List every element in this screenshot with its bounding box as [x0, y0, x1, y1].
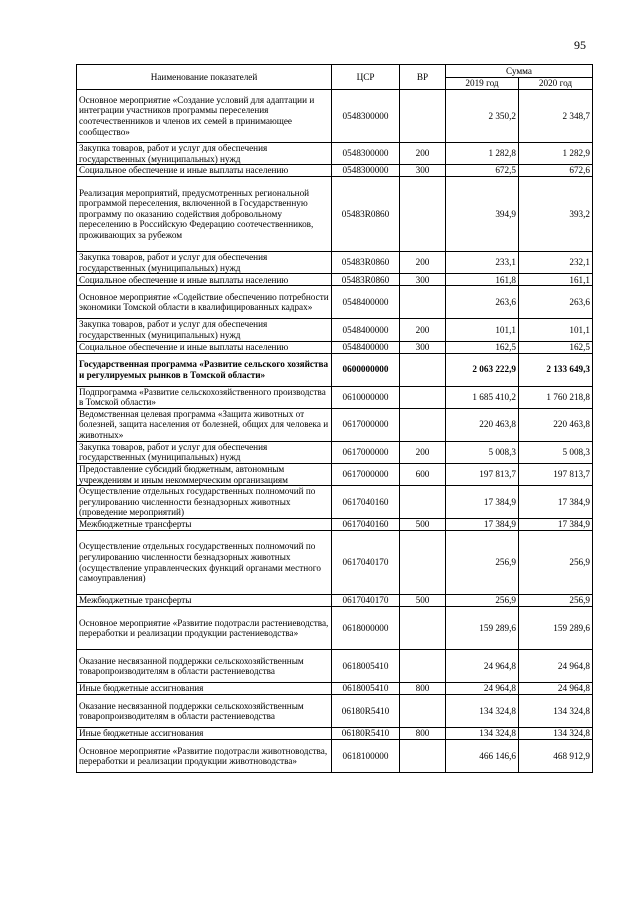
row-name: Ведомственная целевая программа «Защита животных от болезней, защита населения от болезней, общих для человека и животных» — [77, 408, 332, 441]
row-sum-2020: 672,6 — [519, 165, 593, 177]
row-sum-2020: 256,9 — [519, 595, 593, 607]
row-name: Межбюджетные трансферты — [77, 595, 332, 607]
row-sum-2020: 24 964,8 — [519, 650, 593, 683]
table-row — [77, 650, 593, 683]
table-row — [77, 143, 593, 165]
row-code: 05483R0860 — [332, 274, 400, 286]
row-name: Оказание несвязанной поддержки сельскохозяйственным товаропроизводителям в области растениеводства — [77, 695, 332, 728]
row-sum-2019: 466 146,6 — [446, 740, 519, 773]
row-sum-2019: 134 324,8 — [446, 695, 519, 728]
row-sum-2019: 101,1 — [446, 319, 519, 341]
row-sum-2019: 256,9 — [446, 595, 519, 607]
row-vr — [400, 386, 446, 408]
row-name: Предоставление субсидий бюджетным, автономным учреждениям и иным некоммерческим организациям — [77, 463, 332, 485]
row-name: Закупка товаров, работ и услуг для обеспечения государственных (муниципальных) нужд — [77, 143, 332, 165]
row-sum-2019: 24 964,8 — [446, 650, 519, 683]
row-vr: 200 — [400, 252, 446, 274]
row-name: Реализация мероприятий, предусмотренных региональной программой переселения, включенной в Государственную программу по оказанию содействия добровольному переселению в Российскую Федерацию соотечественников, проживающих за рубежом — [77, 177, 332, 252]
row-name: Основное мероприятие «Развитие подотрасли растениеводства, переработки и реализации продукции растениеводства» — [77, 607, 332, 650]
row-code: 0617040160 — [332, 486, 400, 519]
table-row — [77, 386, 593, 408]
row-sum-2019: 1 282,8 — [446, 143, 519, 165]
row-sum-2020: 101,1 — [519, 319, 593, 341]
row-code: 0617040170 — [332, 595, 400, 607]
header-year-2019: 2019 год — [446, 78, 519, 90]
row-sum-2020: 159 289,6 — [519, 607, 593, 650]
page-number: 95 — [574, 38, 586, 52]
table-row — [77, 286, 593, 319]
row-sum-2020: 24 964,8 — [519, 683, 593, 695]
row-code: 0617000000 — [332, 463, 400, 485]
row-sum-2019: 24 964,8 — [446, 683, 519, 695]
table-row — [77, 607, 593, 650]
table-row — [77, 341, 593, 353]
row-sum-2019: 17 384,9 — [446, 486, 519, 519]
row-sum-2019: 159 289,6 — [446, 607, 519, 650]
table-row — [77, 740, 593, 773]
row-sum-2019: 220 463,8 — [446, 408, 519, 441]
row-vr — [400, 90, 446, 143]
table-row — [77, 319, 593, 341]
row-code: 0548400000 — [332, 286, 400, 319]
row-sum-2020: 1 760 218,8 — [519, 386, 593, 408]
row-vr: 200 — [400, 143, 446, 165]
row-vr — [400, 177, 446, 252]
row-code: 0548300000 — [332, 143, 400, 165]
row-name: Основное мероприятие «Создание условий для адаптации и интеграции участников программы переселения соотечественников и членов их семей в принимающее сообщество» — [77, 90, 332, 143]
row-name: Социальное обеспечение и иные выплаты населению — [77, 341, 332, 353]
table-row — [77, 695, 593, 728]
row-sum-2020: 17 384,9 — [519, 519, 593, 531]
header-vr: ВР — [400, 65, 446, 90]
row-sum-2020: 263,6 — [519, 286, 593, 319]
row-vr — [400, 408, 446, 441]
row-sum-2019: 17 384,9 — [446, 519, 519, 531]
table-row — [77, 728, 593, 740]
row-code: 0618100000 — [332, 740, 400, 773]
row-code: 0617000000 — [332, 408, 400, 441]
table-row — [77, 441, 593, 463]
row-sum-2019: 197 813,7 — [446, 463, 519, 485]
row-sum-2019: 2 350,2 — [446, 90, 519, 143]
table-row — [77, 165, 593, 177]
row-name: Социальное обеспечение и иные выплаты населению — [77, 165, 332, 177]
table-row — [77, 463, 593, 485]
row-vr: 800 — [400, 728, 446, 740]
row-sum-2019: 263,6 — [446, 286, 519, 319]
row-sum-2020: 197 813,7 — [519, 463, 593, 485]
row-name: Закупка товаров, работ и услуг для обеспечения государственных (муниципальных) нужд — [77, 252, 332, 274]
row-name: Подпрограмма «Развитие сельскохозяйственного производства в Томской области» — [77, 386, 332, 408]
row-code: 05483R0860 — [332, 252, 400, 274]
row-sum-2020: 393,2 — [519, 177, 593, 252]
header-sum: Сумма — [446, 65, 593, 78]
row-vr: 300 — [400, 274, 446, 286]
row-code: 0617000000 — [332, 441, 400, 463]
row-sum-2020: 134 324,8 — [519, 728, 593, 740]
row-vr — [400, 486, 446, 519]
header-name: Наименование показателей — [77, 65, 332, 90]
row-code: 0617040170 — [332, 531, 400, 595]
row-sum-2020: 232,1 — [519, 252, 593, 274]
table-row — [77, 274, 593, 286]
row-sum-2020: 2 348,7 — [519, 90, 593, 143]
table-row — [77, 353, 593, 386]
row-vr — [400, 286, 446, 319]
row-sum-2020: 134 324,8 — [519, 695, 593, 728]
table-row — [77, 683, 593, 695]
header-code: ЦСР — [332, 65, 400, 90]
table-row — [77, 531, 593, 595]
row-code: 06180R5410 — [332, 728, 400, 740]
row-vr: 800 — [400, 683, 446, 695]
row-vr — [400, 607, 446, 650]
row-vr — [400, 740, 446, 773]
table-row — [77, 90, 593, 143]
row-sum-2019: 134 324,8 — [446, 728, 519, 740]
row-code: 0548300000 — [332, 90, 400, 143]
row-sum-2019: 5 008,3 — [446, 441, 519, 463]
table-row — [77, 519, 593, 531]
table-row — [77, 408, 593, 441]
row-sum-2019: 256,9 — [446, 531, 519, 595]
header-year-2020: 2020 год — [519, 78, 593, 90]
row-code: 05483R0860 — [332, 177, 400, 252]
row-sum-2020: 2 133 649,3 — [519, 353, 593, 386]
row-name: Осуществление отдельных государственных полномочий по регулированию численности безнадзорных животных (проведение мероприятий) — [77, 486, 332, 519]
row-sum-2019: 394,9 — [446, 177, 519, 252]
row-vr — [400, 695, 446, 728]
row-vr: 500 — [400, 595, 446, 607]
row-code: 06180R5410 — [332, 695, 400, 728]
row-sum-2020: 220 463,8 — [519, 408, 593, 441]
row-vr — [400, 531, 446, 595]
row-code: 0600000000 — [332, 353, 400, 386]
row-sum-2020: 1 282,9 — [519, 143, 593, 165]
row-vr: 500 — [400, 519, 446, 531]
row-sum-2020: 162,5 — [519, 341, 593, 353]
row-name: Осуществление отдельных государственных полномочий по регулированию численности безнадзорных животных (осуществление управленческих функций органами местного самоуправления) — [77, 531, 332, 595]
row-vr: 300 — [400, 165, 446, 177]
row-sum-2020: 161,1 — [519, 274, 593, 286]
row-name: Иные бюджетные ассигнования — [77, 683, 332, 695]
row-vr — [400, 353, 446, 386]
row-code: 0548400000 — [332, 341, 400, 353]
row-sum-2019: 672,5 — [446, 165, 519, 177]
row-code: 0548300000 — [332, 165, 400, 177]
row-sum-2020: 17 384,9 — [519, 486, 593, 519]
row-name: Иные бюджетные ассигнования — [77, 728, 332, 740]
row-sum-2020: 5 008,3 — [519, 441, 593, 463]
row-vr: 200 — [400, 319, 446, 341]
row-code: 0617040160 — [332, 519, 400, 531]
row-name: Основное мероприятие «Содействие обеспечению потребности экономики Томской области в квалифицированных кадрах» — [77, 286, 332, 319]
row-sum-2020: 468 912,9 — [519, 740, 593, 773]
row-name: Социальное обеспечение и иные выплаты населению — [77, 274, 332, 286]
row-sum-2019: 2 063 222,9 — [446, 353, 519, 386]
row-sum-2020: 256,9 — [519, 531, 593, 595]
row-name: Оказание несвязанной поддержки сельскохозяйственным товаропроизводителям в области растениеводства — [77, 650, 332, 683]
row-code: 0618005410 — [332, 650, 400, 683]
row-name: Основное мероприятие «Развитие подотрасли животноводства, переработки и реализации продукции животноводства» — [77, 740, 332, 773]
row-sum-2019: 1 685 410,2 — [446, 386, 519, 408]
table-row — [77, 252, 593, 274]
row-sum-2019: 162,5 — [446, 341, 519, 353]
table-row — [77, 595, 593, 607]
row-vr: 300 — [400, 341, 446, 353]
row-code: 0618005410 — [332, 683, 400, 695]
row-sum-2019: 233,1 — [446, 252, 519, 274]
row-vr: 200 — [400, 441, 446, 463]
row-vr: 600 — [400, 463, 446, 485]
row-sum-2019: 161,8 — [446, 274, 519, 286]
row-code: 0548400000 — [332, 319, 400, 341]
table-row — [77, 486, 593, 519]
row-name: Закупка товаров, работ и услуг для обеспечения государственных (муниципальных) нужд — [77, 319, 332, 341]
row-code: 0610000000 — [332, 386, 400, 408]
row-code: 0618000000 — [332, 607, 400, 650]
row-name: Межбюджетные трансферты — [77, 519, 332, 531]
row-name: Закупка товаров, работ и услуг для обеспечения государственных (муниципальных) нужд — [77, 441, 332, 463]
budget-table — [76, 64, 593, 773]
row-name: Государственная программа «Развитие сельского хозяйства и регулируемых рынков в Томской области» — [77, 353, 332, 386]
table-row — [77, 177, 593, 252]
row-vr — [400, 650, 446, 683]
